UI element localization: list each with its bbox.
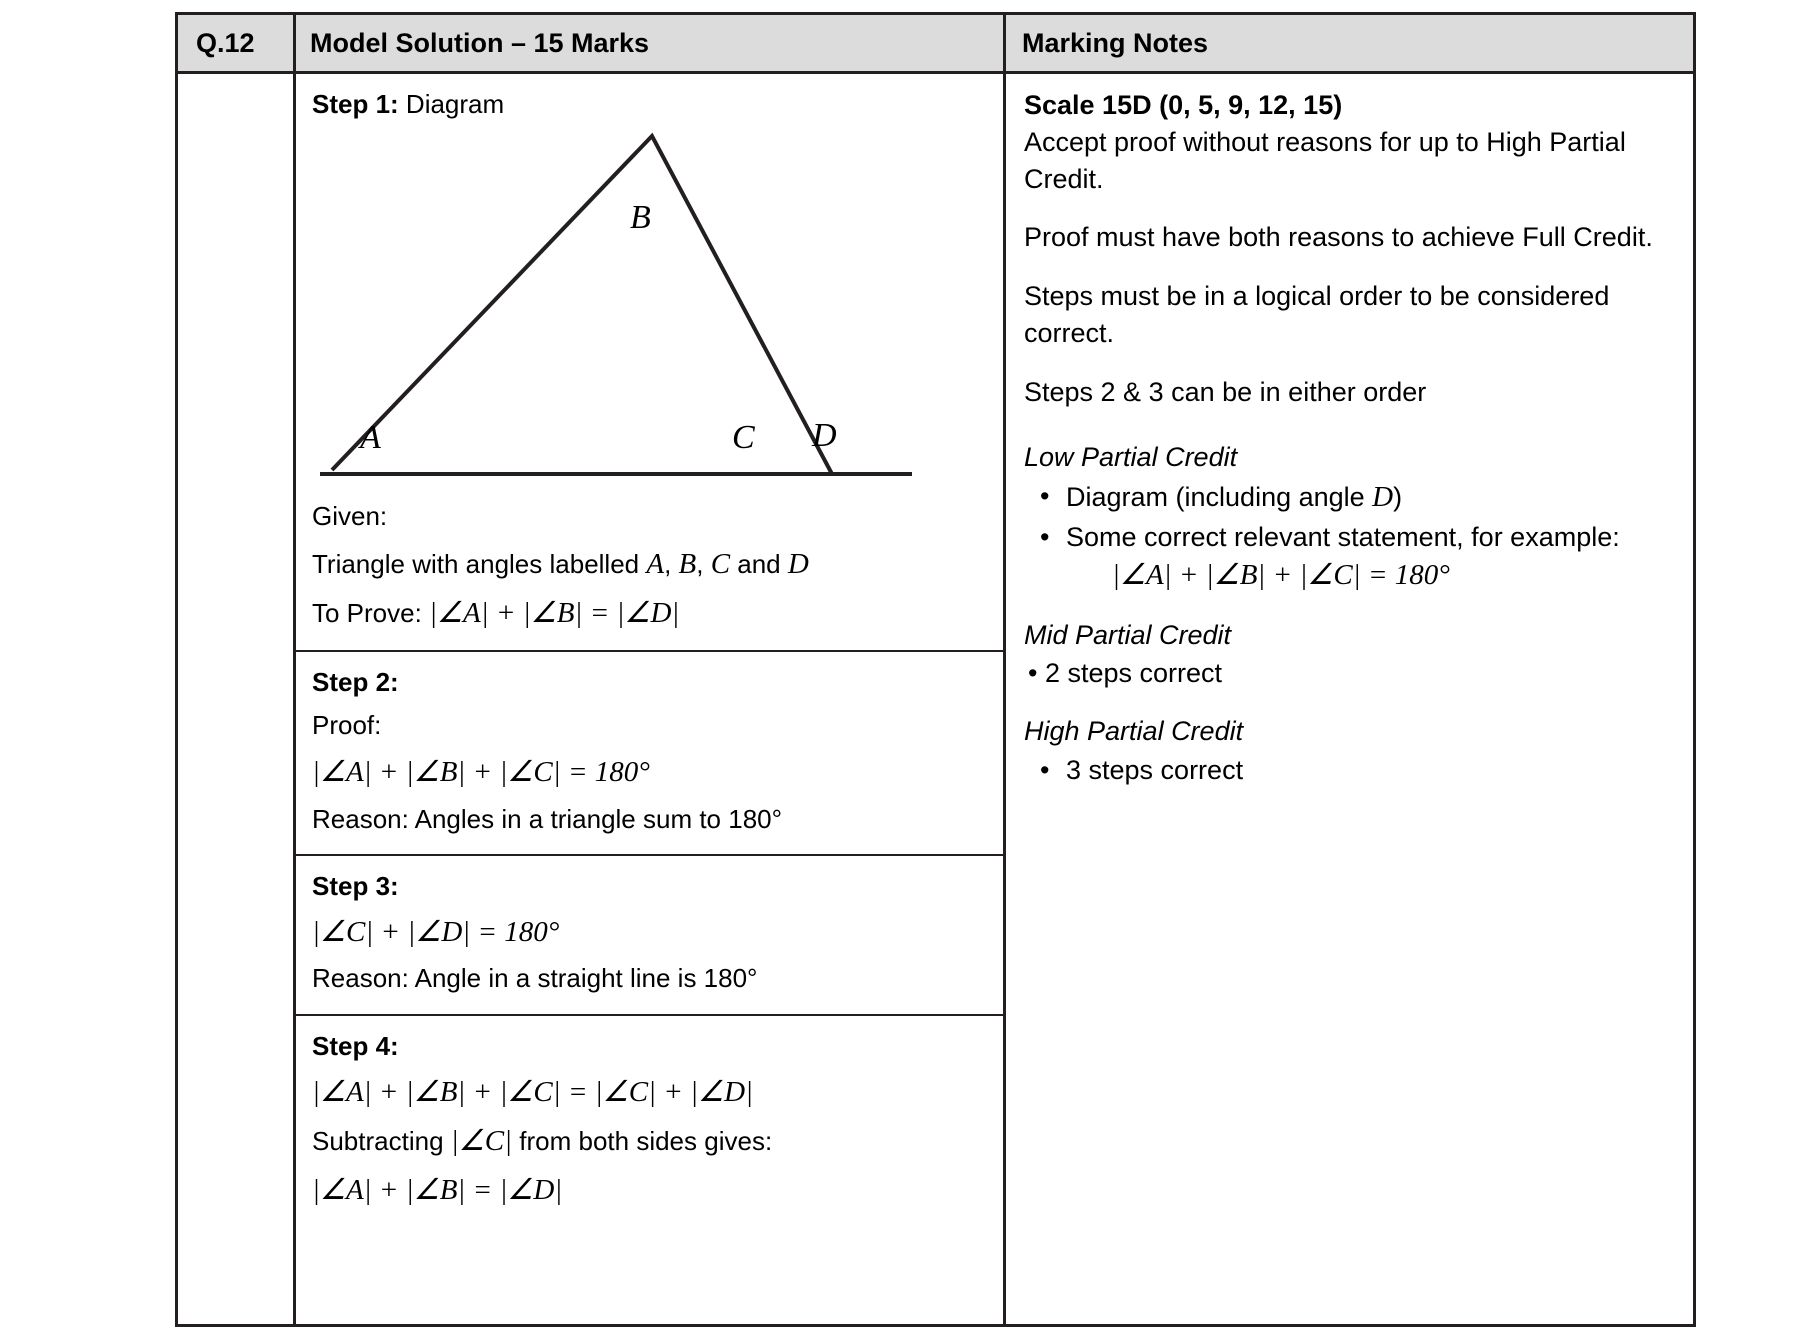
high-partial-credit-list — [1024, 752, 1673, 789]
low-partial-credit-list — [1024, 478, 1673, 596]
step-3-reason: Reason: Angle in a straight line is 180° — [312, 963, 758, 994]
proof-label: Proof: — [312, 709, 382, 740]
low-item-2-prefix: Some correct relevant statement, for example: — [1066, 522, 1620, 553]
given-prefix: Triangle with angles labelled — [312, 548, 647, 579]
list-item — [1066, 478, 1673, 517]
mid-partial-credit-item: • 2 steps correct — [1028, 658, 1223, 689]
given-angle-c: C — [710, 547, 731, 580]
table-body-row — [178, 74, 1693, 1324]
low-item-2-math: |∠A| + |∠B| + |∠C| = 180° — [1112, 559, 1450, 592]
step-3-block — [296, 856, 1003, 1016]
label-B: B — [630, 199, 651, 237]
question-number-column — [178, 74, 296, 1324]
given-angle-d: D — [787, 547, 809, 580]
step-2-equation-text: |∠A| + |∠B| + |∠C| = 180° — [312, 756, 650, 789]
subtracting-math: |∠C| — [450, 1124, 513, 1157]
given-angle-b: B — [678, 547, 697, 580]
header-marking-notes: Marking Notes — [1022, 28, 1209, 58]
list-item — [1066, 519, 1673, 595]
step-4-equation-2-text: |∠A| + |∠B| = |∠D| — [312, 1173, 563, 1206]
step-3-title: Step 3: — [312, 871, 399, 902]
table-header-row — [178, 15, 1693, 74]
step-1-subtitle: Diagram — [398, 89, 505, 120]
accept-proof-note: Accept proof without reasons for up to High Partial Credit. — [1024, 127, 1626, 194]
marking-notes-column — [1006, 74, 1693, 1324]
marking-scheme-table — [175, 12, 1696, 1327]
label-C: C — [732, 419, 755, 457]
step-1-block — [296, 74, 1003, 652]
step-4-equation-1 — [312, 1071, 987, 1113]
low-partial-credit-heading: Low Partial Credit — [1024, 442, 1238, 473]
given-angle-a: A — [646, 547, 665, 580]
step-4-title: Step 4: — [312, 1030, 399, 1061]
step-1-label: Step 1: — [312, 89, 399, 120]
step-4-block — [296, 1016, 1003, 1227]
step-1-title — [312, 88, 987, 122]
step-2-title: Step 2: — [312, 666, 399, 697]
given-and: and — [730, 548, 788, 579]
to-prove-label: To Prove: — [312, 597, 430, 628]
step-2-block — [296, 652, 1003, 856]
step-2-reason: Reason: Angles in a triangle sum to 180° — [312, 803, 783, 834]
header-model-solution: Model Solution – 15 Marks — [296, 15, 1006, 71]
logical-order-note: Steps must be in a logical order to be considered correct. — [1024, 281, 1610, 348]
to-prove-equation: |∠A| + |∠B| = |∠D| — [429, 596, 680, 629]
label-A: A — [360, 419, 381, 457]
high-partial-credit-heading: High Partial Credit — [1024, 715, 1244, 746]
triangle-svg — [312, 126, 980, 491]
given-label: Given: — [312, 501, 388, 532]
list-item: • 3 steps correct — [1066, 752, 1673, 789]
header-question-number: Q.12 — [178, 15, 296, 71]
label-D: D — [812, 417, 837, 455]
full-credit-note: Proof must have both reasons to achieve Full Credit. — [1024, 222, 1653, 253]
low-item-1-prefix: Diagram (including angle — [1066, 481, 1373, 512]
mid-partial-credit-heading: Mid Partial Credit — [1024, 619, 1232, 650]
subtracting-prefix: Subtracting — [312, 1125, 451, 1156]
scale-heading: Scale 15D (0, 5, 9, 12, 15) — [1024, 90, 1343, 121]
low-item-1-math: D — [1372, 480, 1394, 513]
step-3-equation-text: |∠C| + |∠D| = 180° — [312, 915, 560, 948]
subtracting-suffix: from both sides gives: — [512, 1125, 773, 1156]
step-3-equation — [312, 911, 987, 953]
either-order-note: Steps 2 & 3 can be in either order — [1024, 376, 1427, 407]
step-4-subtracting — [312, 1120, 987, 1162]
step-2-equation — [312, 751, 987, 793]
given-statement — [312, 543, 987, 585]
step-4-equation-1-text: |∠A| + |∠B| + |∠C| = |∠C| + |∠D| — [312, 1075, 754, 1108]
model-solution-column — [296, 74, 1006, 1324]
step-4-equation-2 — [312, 1169, 987, 1211]
to-prove-statement — [312, 592, 987, 634]
given-sep-2: , — [696, 548, 711, 579]
given-sep-1: , — [664, 548, 679, 579]
triangle-diagram — [312, 126, 980, 491]
low-item-1-suffix: ) — [1393, 481, 1403, 512]
